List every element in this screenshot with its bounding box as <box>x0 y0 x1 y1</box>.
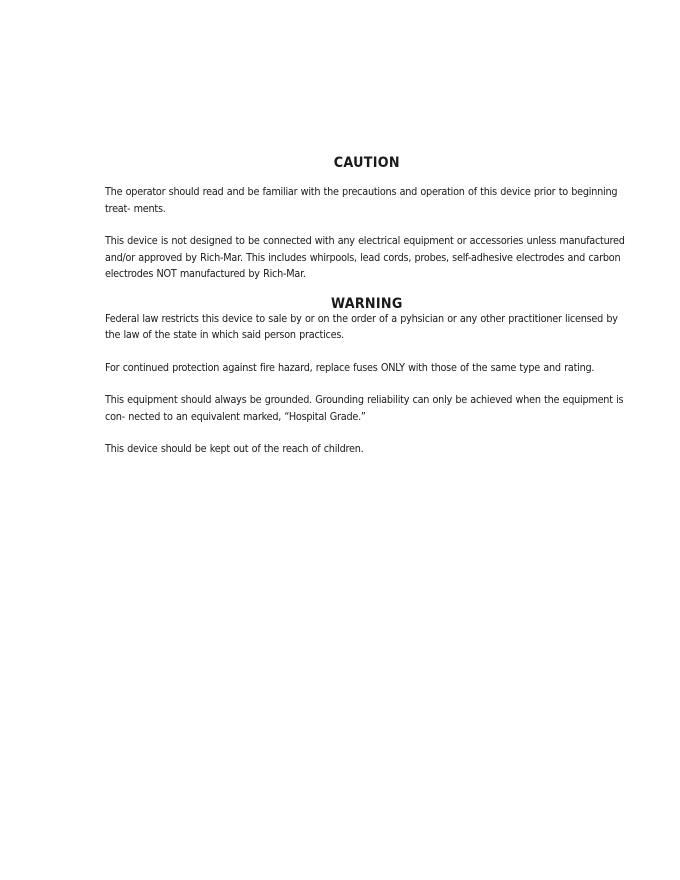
caution-paragraph-operator: The operator should read and be familiar with the precautions and operation of this device prior to beginning treat- ments. <box>105 187 618 215</box>
warning-heading: WARNING <box>330 295 403 312</box>
caution-paragraph-connection: This device is not designed to be connected with any electrical equipment or accessories unless manufactured and/or approved by Rich-Mar. This includes whirpools, lead cords, probes, self-adhesive electrodes and carbon electrodes NOT manufactured by Rich-Mar. <box>105 236 625 280</box>
document-content <box>105 155 625 475</box>
warning-paragraph-children: This device should be kept out of the reach of children. <box>105 444 364 455</box>
warning-paragraph-grounding: This equipment should always be grounded. Grounding reliability can only be achieved when the equipment is con- nected to an equivalent marked, “Hospital Grade.” <box>105 395 624 423</box>
warning-paragraph-federal-law: Federal law restricts this device to sale by or on the order of a pyhsician or any other practitioner licensed by the law of the state in which said person practices. <box>105 313 618 341</box>
warning-paragraph-fuses: For continued protection against fire hazard, replace fuses ONLY with those of the same type and rating. <box>105 362 595 374</box>
caution-heading: CAUTION <box>333 155 400 171</box>
